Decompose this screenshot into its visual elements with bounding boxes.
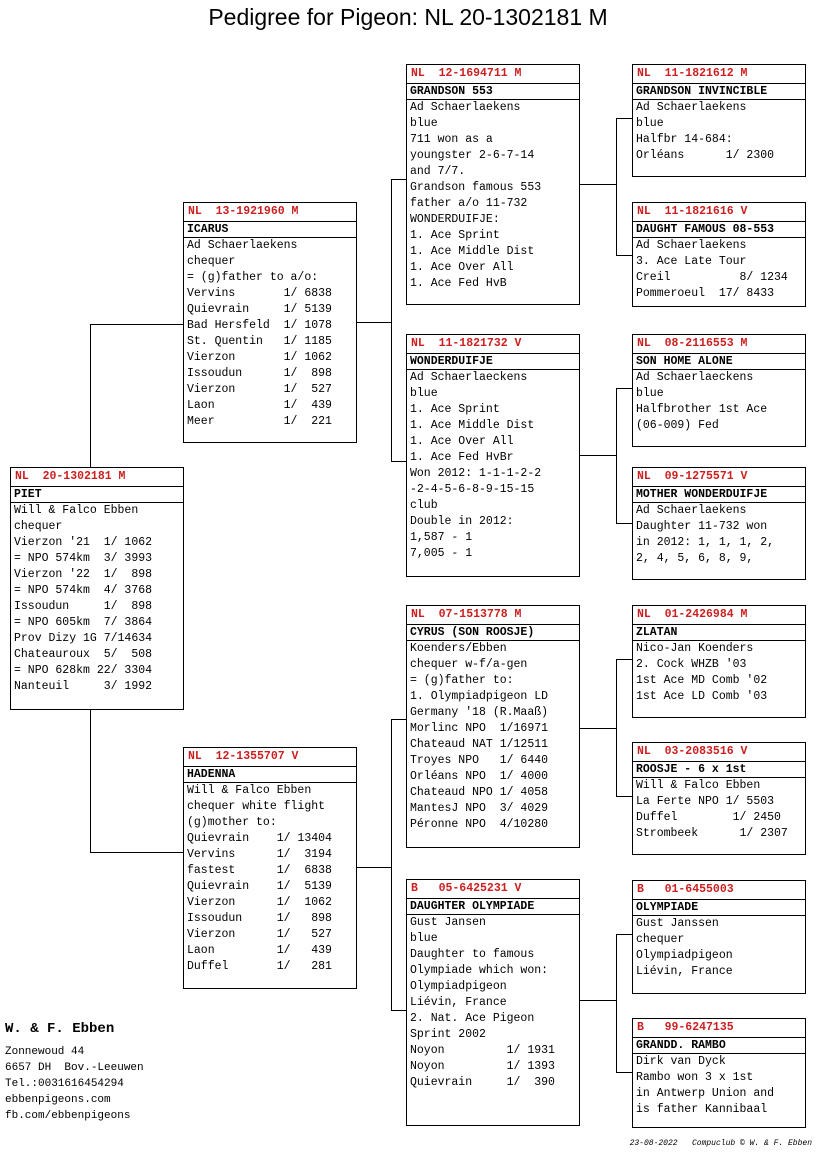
bird-info-line: Strombeek 1/ 2307 [636,827,788,840]
connector-line [616,388,632,389]
connector-line [391,719,406,720]
bird-info-line: 1st Ace LD Comb '03 [636,690,768,703]
bird-info-line: 2. Cock WHZB '03 [636,658,747,671]
connector-line [580,455,616,456]
bird-info-line: Laon 1/ 439 [187,944,332,957]
bird-info-line: is father Kannibaal [636,1103,768,1116]
bird-info-line: Ad Schaerlaekens [410,101,521,114]
ring-number: NL 03-2083516 V [633,743,805,762]
bird-name: ZLATAN [633,625,805,641]
bird-info-line: Olympiade which won: [410,964,549,977]
connector-line [616,1072,632,1073]
bird-info-line: 711 won as a [410,133,493,146]
bird-info-line: 1. Ace Over All [410,261,514,274]
bird-info-line: -2-4-5-6-8-9-15-15 [410,483,535,496]
bird-info-line: Ad Schaerlaekens [187,239,298,252]
bird-info-line: Vierzon 1/ 1062 [187,896,332,909]
pedigree-box-sire-sire[interactable] [406,64,580,305]
bird-name: DAUGHT FAMOUS 08-553 [633,222,805,238]
connector-line [391,461,406,462]
owner-postcode: 6657 DH Bov.-Leeuwen [5,1062,144,1074]
owner-address: Zonnewoud 44 [5,1046,85,1058]
owner-website[interactable]: ebbenpigeons.com [5,1094,111,1106]
bird-info-line: Sprint 2002 [410,1028,486,1041]
bird-info-line: Ad Schaerlaekens [636,101,747,114]
bird-info-line: and 7/7. [410,165,466,178]
bird-info-line: Vierzon '21 1/ 1062 [14,536,153,549]
connector-line [391,719,392,1010]
owner-block [5,1018,144,1124]
ring-number: NL 12-1355707 V [184,748,356,767]
bird-info-line: 1. Ace Fed HvBr [410,451,514,464]
pedigree-box-sire-dam-sire[interactable] [632,334,806,447]
connector-line [616,659,617,796]
bird-info-line: = NPO 574km 4/ 3768 [14,584,153,597]
connector-line [616,388,617,523]
bird-info-line: blue [636,387,664,400]
bird-info-line: chequer white flight [187,800,326,813]
connector-line [90,852,183,853]
connector-line [391,179,392,461]
ring-number: NL 09-1275571 V [633,468,805,487]
pedigree-box-dam[interactable] [183,747,357,989]
connector-line [90,324,91,467]
bird-info-line: Gust Janssen [636,917,719,930]
bird-info-line: La Ferte NPO 1/ 5503 [636,795,775,808]
bird-info-line: WONDERDUIFJE: [410,213,500,226]
bird-info-line: Orléans 1/ 2300 [636,149,775,162]
bird-info-line: Meer 1/ 221 [187,415,332,428]
bird-info-line: Prov Dizy 1G 7/14634 [14,632,153,645]
bird-name: WONDERDUIFJE [407,354,579,370]
bird-info-line: Orléans NPO 1/ 4000 [410,770,549,783]
owner-facebook[interactable]: fb.com/ebbenpigeons [5,1110,131,1122]
bird-name: GRANDD. RAMBO [633,1038,805,1054]
connector-line [357,322,391,323]
bird-info-line: Quievrain 1/ 5139 [187,880,332,893]
ring-number: B 99-6247135 [633,1019,805,1038]
bird-info-line: = (g)father to: [410,674,514,687]
bird-info-line: blue [410,932,438,945]
bird-info-line: Noyon 1/ 1393 [410,1060,555,1073]
bird-info-line: chequer [187,255,236,268]
bird-info-line: Laon 1/ 439 [187,399,332,412]
bird-info-line: 1. Ace Sprint [410,229,500,242]
bird-info-line: Ad Schaerlaeckens [410,371,528,384]
bird-info-line: Vervins 1/ 3194 [187,848,332,861]
bird-info-line: Issoudun 1/ 898 [187,912,332,925]
bird-info-line: Duffel 1/ 2450 [636,811,781,824]
bird-info-line: in Antwerp Union and [636,1087,775,1100]
pedigree-box-sire-dam-dam[interactable] [632,467,806,580]
ring-number: NL 11-1821616 V [633,203,805,222]
bird-info-line: Rambo won 3 x 1st [636,1071,754,1084]
bird-info-line: Daughter to famous [410,948,535,961]
bird-name: GRANDSON 553 [407,84,579,100]
bird-name: MOTHER WONDERDUIFJE [633,487,805,503]
bird-info-line: Bad Hersfeld 1/ 1078 [187,319,332,332]
connector-line [616,659,632,660]
bird-info-line: Olympiadpigeon [410,980,507,993]
bird-info-line: 1. Ace Middle Dist [410,245,535,258]
bird-info-line: Halfbr 14-684: [636,133,733,146]
bird-info-line: 1. Ace Sprint [410,403,500,416]
bird-info-line: Halfbrother 1st Ace [636,403,768,416]
bird-info-line: Issoudun 1/ 898 [187,367,332,380]
ring-number: NL 01-2426984 M [633,606,805,625]
bird-info-line: Olympiadpigeon [636,949,733,962]
bird-info-line: Liévin, France [410,996,507,1009]
pedigree-box-sire-sire-dam[interactable] [632,202,806,307]
bird-info-line: = NPO 628km 22/ 3304 [14,664,153,677]
connector-line [580,1000,616,1001]
bird-info-line: Noyon 1/ 1931 [410,1044,555,1057]
bird-name: SON HOME ALONE [633,354,805,370]
bird-info-line: = (g)father to a/o: [187,271,319,284]
bird-info-line: blue [636,117,664,130]
bird-info-line: Nico-Jan Koenders [636,642,754,655]
connector-line [616,118,632,119]
pedigree-box-subject[interactable] [10,467,184,710]
bird-info-line: MantesJ NPO 3/ 4029 [410,802,549,815]
bird-info-line: Creil 8/ 1234 [636,271,788,284]
bird-info-line: 1,587 - 1 [410,531,473,544]
bird-info-line: Vierzon '22 1/ 898 [14,568,153,581]
bird-info-line: Germany '18 (R.Maaß) [410,706,549,719]
bird-info-line: Nanteuil 3/ 1992 [14,680,153,693]
bird-info-line: Will & Falco Ebben [636,779,761,792]
ring-number: NL 07-1513778 M [407,606,579,625]
bird-info-line: 1. Ace Over All [410,435,514,448]
pedigree-box-sire[interactable] [183,202,357,443]
bird-info-line: chequer [14,520,63,533]
bird-info-line: chequer w-f/a-gen [410,658,528,671]
bird-info-line: = NPO 574km 3/ 3993 [14,552,153,565]
bird-name: OLYMPIADE [633,900,805,916]
bird-info-line: Won 2012: 1-1-1-2-2 [410,467,542,480]
bird-info-line: Dirk van Dyck [636,1055,726,1068]
ring-number: NL 12-1694711 M [407,65,579,84]
bird-info-line: (g)mother to: [187,816,277,829]
ring-number: NL 11-1821612 M [633,65,805,84]
bird-info-line: Morlinc NPO 1/16971 [410,722,549,735]
ring-number: B 01-6455003 [633,881,805,900]
bird-info-line: chequer [636,933,685,946]
bird-info-line: Troyes NPO 1/ 6440 [410,754,549,767]
bird-info-line: father a/o 11-732 [410,197,528,210]
pedigree-box-sire-sire-sire[interactable] [632,64,806,177]
bird-info-line: Chateauroux 5/ 508 [14,648,153,661]
connector-line [391,179,406,180]
bird-info-line: in 2012: 1, 1, 1, 2, [636,536,775,549]
connector-line [357,867,391,868]
bird-info-line: youngster 2-6-7-14 [410,149,535,162]
bird-info-line: Ad Schaerlaekens [636,504,747,517]
bird-name: CYRUS (SON ROOSJE) [407,625,579,641]
bird-info-line: Pommeroeul 17/ 8433 [636,287,775,300]
bird-info-line: 1. Ace Fed HvB [410,277,507,290]
ring-number: NL 13-1921960 M [184,203,356,222]
bird-info-line: Vierzon 1/ 527 [187,383,332,396]
connector-line [616,118,617,255]
bird-info-line: Chateaud NPO 1/ 4058 [410,786,549,799]
ring-number: B 05-6425231 V [407,880,579,899]
connector-line [616,255,632,256]
connector-line [90,710,91,852]
bird-info-line: Will & Falco Ebben [14,504,139,517]
bird-info-line: club [410,499,438,512]
bird-info-line: Grandson famous 553 [410,181,542,194]
bird-info-line: blue [410,117,438,130]
bird-info-line: = NPO 605km 7/ 3864 [14,616,153,629]
ring-number: NL 08-2116553 M [633,335,805,354]
bird-info-line: 1. Ace Middle Dist [410,419,535,432]
bird-name: DAUGHTER OLYMPIADE [407,899,579,915]
bird-name: ROOSJE - 6 x 1st [633,762,805,778]
bird-info-line: Quievrain 1/ 5139 [187,303,332,316]
connector-line [616,934,617,1072]
bird-info-line: Quievrain 1/ 390 [410,1076,555,1089]
bird-info-line: fastest 1/ 6838 [187,864,332,877]
bird-info-line: Duffel 1/ 281 [187,960,332,973]
bird-name: PIET [11,487,183,503]
bird-info-line: (06-009) Fed [636,419,719,432]
bird-name: ICARUS [184,222,356,238]
bird-info-line: Chateaud NAT 1/12511 [410,738,549,751]
pedigree-box-dam-dam-dam[interactable] [632,1018,806,1128]
footer-credit: 23-08-2022 Compuclub © W. & F. Ebben [629,1139,812,1148]
pedigree-box-sire-dam[interactable] [406,334,580,577]
bird-info-line: Daughter 11-732 won [636,520,768,533]
bird-info-line: Will & Falco Ebben [187,784,312,797]
bird-name: GRANDSON INVINCIBLE [633,84,805,100]
bird-info-line: Quievrain 1/ 13404 [187,832,332,845]
bird-info-line: Ad Schaerlaekens [636,239,747,252]
bird-info-line: 1st Ace MD Comb '02 [636,674,768,687]
bird-info-line: 2, 4, 5, 6, 8, 9, [636,552,754,565]
pedigree-box-dam-sire-sire[interactable] [632,605,806,718]
bird-info-line: Péronne NPO 4/10280 [410,818,549,831]
bird-info-line: Issoudun 1/ 898 [14,600,153,613]
bird-name: HADENNA [184,767,356,783]
connector-line [580,728,616,729]
bird-info-line: blue [410,387,438,400]
bird-info-line: Gust Jansen [410,916,486,929]
bird-info-line: 2. Nat. Ace Pigeon [410,1012,535,1025]
bird-info-line: Vierzon 1/ 527 [187,928,332,941]
ring-number: NL 11-1821732 V [407,335,579,354]
bird-info-line: 1. Olympiadpigeon LD [410,690,549,703]
bird-info-line: St. Quentin 1/ 1185 [187,335,332,348]
pedigree-box-dam-dam[interactable] [406,879,580,1126]
pedigree-box-dam-sire[interactable] [406,605,580,848]
connector-line [616,523,632,524]
bird-info-line: Koenders/Ebben [410,642,507,655]
page-title: Pedigree for Pigeon: NL 20-1302181 M [208,4,608,30]
ring-number: NL 20-1302181 M [11,468,183,487]
pedigree-box-dam-sire-dam[interactable] [632,742,806,855]
bird-info-line: Ad Schaerlaeckens [636,371,754,384]
connector-line [580,184,616,185]
bird-info-line: Double in 2012: [410,515,514,528]
bird-info-line: Liévin, France [636,965,733,978]
pedigree-box-dam-dam-sire[interactable] [632,880,806,994]
connector-line [391,1010,406,1011]
bird-info-line: Vervins 1/ 6838 [187,287,332,300]
connector-line [616,934,632,935]
bird-info-line: 7,005 - 1 [410,547,473,560]
bird-info-line: Vierzon 1/ 1062 [187,351,332,364]
bird-info-line: 3. Ace Late Tour [636,255,747,268]
connector-line [90,324,183,325]
owner-phone: Tel.:0031616454294 [5,1078,124,1090]
owner-name: W. & F. Ebben [5,1021,115,1037]
connector-line [616,796,632,797]
